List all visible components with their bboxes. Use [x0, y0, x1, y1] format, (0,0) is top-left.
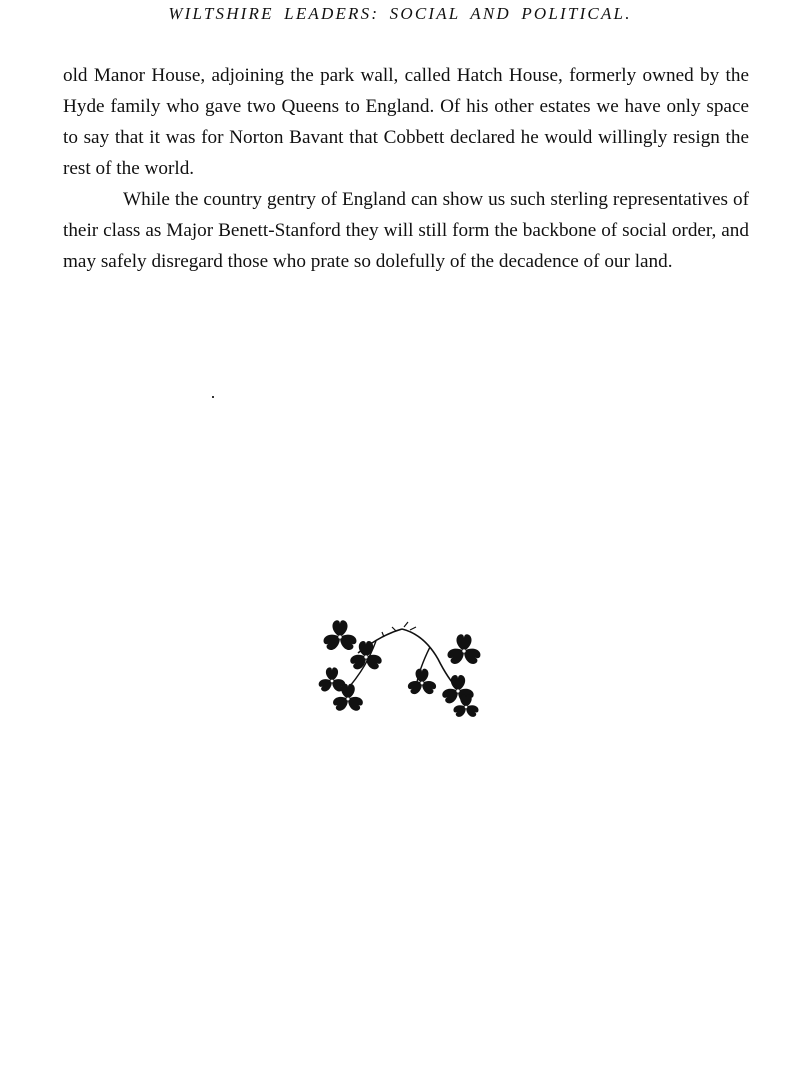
shamrock-ornament-icon	[318, 615, 490, 720]
paragraph-continuation: old Manor House, adjoining the park wall, called Hatch House, formerly owned by the Hyde family who gave two Queens to England. Of his other estates we have only space to say that it was for Norton Bavant that Cobbett declared he would willingly resign the rest of the world.	[63, 65, 749, 179]
ink-speck	[212, 396, 214, 398]
body-text	[63, 60, 749, 277]
running-header: WILTSHIRE LEADERS: SOCIAL AND POLITICAL.	[168, 4, 632, 23]
paragraph-country-gentry: While the country gentry of England can show us such sterling representatives of their class as Major Benett-Stanford they will still form the backbone of social order, and may safely disregard those who prate so dolefully of the decadence of our land.	[63, 189, 749, 272]
